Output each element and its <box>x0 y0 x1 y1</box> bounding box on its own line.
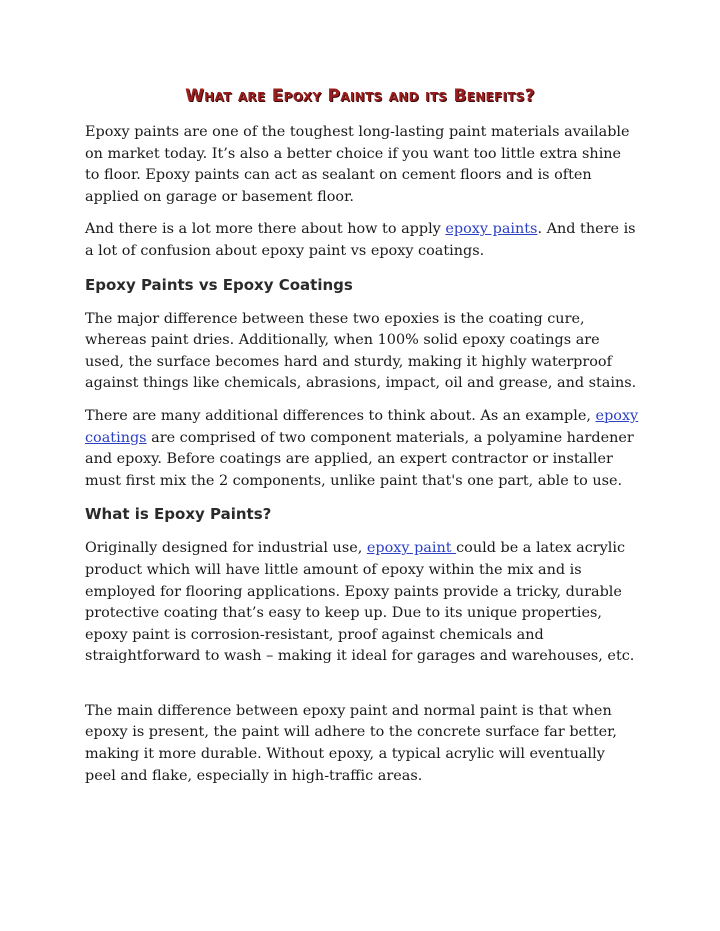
paragraph-text: Originally designed for industrial use, <box>85 540 367 557</box>
paragraph <box>85 406 640 492</box>
page-title: What are Epoxy Paints and its Benefits? <box>185 86 535 106</box>
paragraph <box>85 538 640 668</box>
paragraph: The major difference between these two epoxies is the coating cure, whereas paint dries. Additionally, when 100% solid epoxy coatings are used, the surface becomes hard and sturdy, making it highly waterproof against things like chemicals, abrasions, impact, oil and grease, and stains. <box>85 310 637 392</box>
paragraph-text: could be a latex acrylic product which will have little amount of epoxy within the mix and is employed for flooring applications. Epoxy paints provide a tricky, durable protective coating that’s easy to keep up. Due to its unique properties, epoxy paint is corrosion-resistant, proof against chemicals and straightforward to wash – making it ideal for garages and warehouses, etc. <box>85 540 635 665</box>
paragraph-text: And there is a lot more there about how to apply <box>85 221 446 238</box>
epoxy-paints-link[interactable]: epoxy paints <box>445 221 538 238</box>
paragraph: Epoxy paints are one of the toughest long-lasting paint materials available on market today. It’s also a better choice if you want too little extra shine to floor. Epoxy paints can act as sealant on cement floors and is often applied on garage or basement floor. <box>85 124 630 205</box>
section-heading: Epoxy Paints vs Epoxy Coatings <box>85 275 353 294</box>
paragraph-text: There are many additional differences to think about. As an example, <box>85 407 596 424</box>
paragraph-spacer <box>85 679 640 701</box>
article-body <box>85 122 640 798</box>
paragraph-text: . And there is a lot of confusion about epoxy paint vs epoxy coatings. <box>85 221 636 259</box>
section-heading: What is Epoxy Paints? <box>85 505 272 524</box>
paragraph: The main difference between epoxy paint and normal paint is that when epoxy is present, the paint will adhere to the concrete surface far better, making it more durable. Without epoxy, a typical acrylic will eventually peel and flake, especially in high-traffic areas. <box>85 702 618 784</box>
epoxy-coatings-link[interactable]: epoxy coatings <box>85 407 639 446</box>
epoxy-paint-link[interactable]: epoxy paint <box>366 540 457 557</box>
paragraph-text: are comprised of two component materials, a polyamine hardener and epoxy. Before coatings are applied, an expert contractor or installer must first mix the 2 components, unlike paint that's one part, able to use. <box>85 429 634 489</box>
paragraph <box>85 219 640 262</box>
